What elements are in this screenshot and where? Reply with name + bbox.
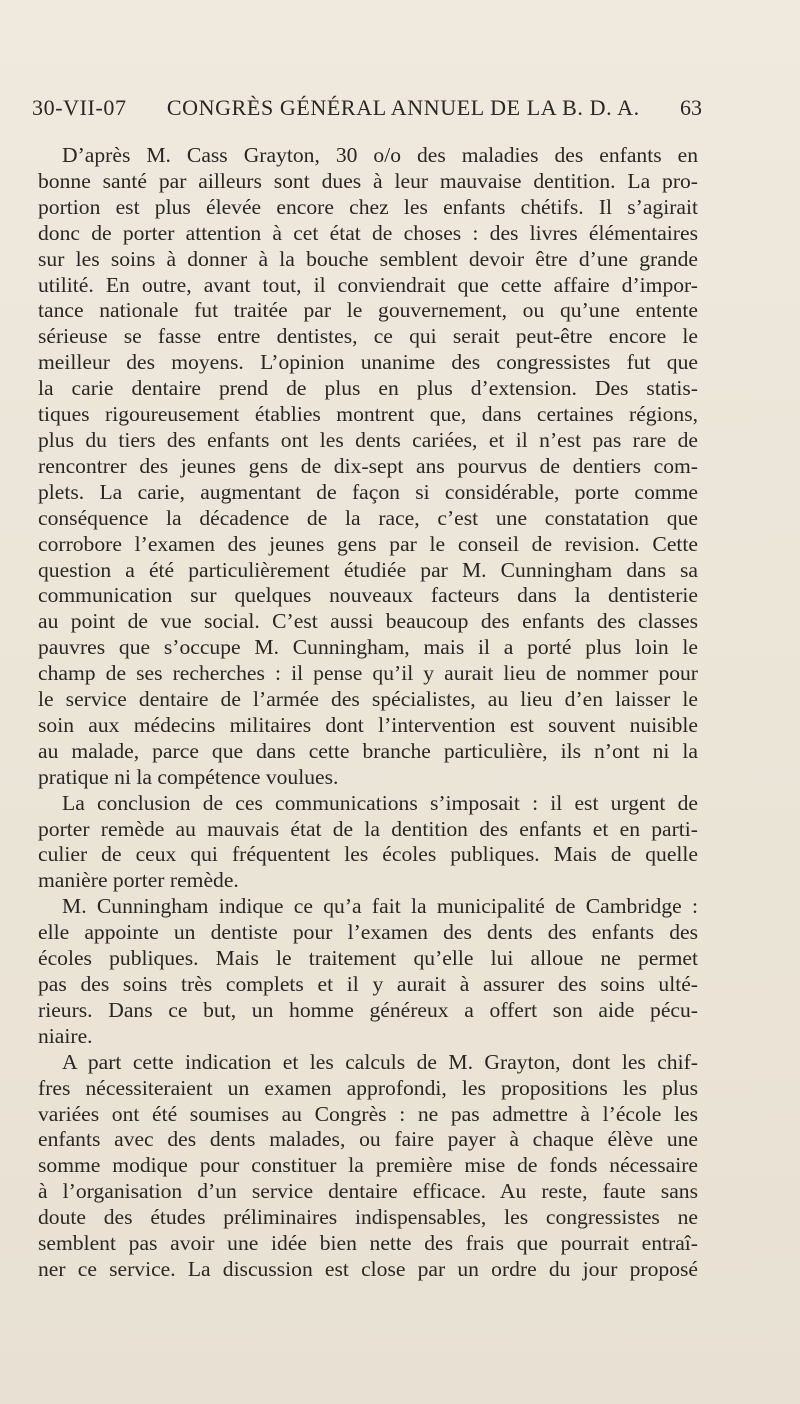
text-line: plets. La carie, augmentant de façon si considérable, porte comme (38, 479, 698, 504)
text-line: plus du tiers des enfants ont les dents cariées, et il n’est pas rare de (38, 427, 698, 452)
page-number: 63 (679, 95, 702, 120)
text-line: question a été particulièrement étudiée par M. Cunningham dans sa (38, 557, 698, 582)
text-line: tiques rigoureusement établies montrent que, dans certaines régions, (38, 402, 698, 427)
text-line: elle appointe un dentiste pour l’examen des dents des enfants des (38, 920, 698, 945)
text-line: corrobore l’examen des jeunes gens par le conseil de revision. Cette (38, 531, 698, 556)
text-line: fres nécessiteraient un examen approfondi, les propositions les plus (38, 1075, 698, 1100)
text-line: communication sur quelques nouveaux facteurs dans la dentisterie (38, 583, 698, 608)
text-line: au malade, parce que dans cette branche particulière, ils n’ont ni la (38, 738, 698, 763)
text-line: bonne santé par ailleurs sont dues à leur mauvaise dentition. La pro- (38, 168, 698, 193)
text-line: culier de ceux qui fréquentent les écoles publiques. Mais de quelle (38, 842, 698, 867)
body-text (38, 143, 698, 1283)
text-line: sérieuse se fasse entre dentistes, ce qui serait peut-être encore le (38, 324, 698, 349)
text-line: D’après M. Cass Grayton, 30 o/o des maladies des enfants en (62, 143, 698, 167)
text-line: manière porter remède. (38, 868, 239, 893)
text-line: pauvres que s’occupe M. Cunningham, mais il a porté plus loin le (38, 635, 698, 660)
paragraph (38, 894, 698, 1049)
paragraph (38, 143, 698, 791)
header-title: CONGRÈS GÉNÉRAL ANNUEL DE LA B. D. A. (166, 95, 640, 120)
text-line: la carie dentaire prend de plus en plus d’extension. Des statis- (38, 376, 698, 401)
header-date: 30-VII-07 (32, 95, 127, 120)
text-line: niaire. (38, 1023, 93, 1048)
text-line: conséquence la décadence de la race, c’est une constatation que (38, 505, 698, 530)
text-line: à l’organisation d’un service dentaire efficace. Au reste, faute sans (38, 1179, 698, 1204)
text-line: doute des études préliminaires indispensables, les congressistes ne (38, 1205, 698, 1230)
text-line: le service dentaire de l’armée des spécialistes, au lieu d’en laisser le (38, 687, 698, 712)
paragraph (38, 791, 698, 895)
text-line: rencontrer des jeunes gens de dix-sept ans pourvus de dentiers com- (38, 453, 698, 478)
text-line: portion est plus élevée encore chez les enfants chétifs. Il s’agirait (38, 194, 698, 219)
text-line: soin aux médecins militaires dont l’intervention est souvent nuisible (38, 712, 698, 737)
text-line: ner ce service. La discussion est close par un ordre du jour proposé (38, 1256, 698, 1281)
paragraph (38, 1050, 698, 1283)
text-line: sur les soins à donner à la bouche semblent devoir être d’une grande (38, 246, 698, 271)
text-line: tance nationale fut traitée par le gouvernement, ou qu’une entente (38, 298, 698, 323)
text-line: variées ont été soumises au Congrès : ne pas admettre à l’école les (38, 1101, 698, 1126)
running-header (32, 95, 702, 121)
text-line: rieurs. Dans ce but, un homme généreux a offert son aide pécu- (38, 997, 698, 1022)
text-line: enfants avec des dents malades, ou faire payer à chaque élève une (38, 1127, 698, 1152)
text-line: pratique ni la compétence voulues. (38, 764, 339, 789)
text-line: meilleur des moyens. L’opinion unanime des congressistes fut que (38, 350, 698, 375)
text-line: au point de vue social. C’est aussi beaucoup des enfants des classes (38, 609, 698, 634)
text-line: porter remède au mauvais état de la dentition des enfants et en parti- (38, 816, 698, 841)
text-line: La conclusion de ces communications s’imposait : il est urgent de (62, 790, 698, 815)
text-line: M. Cunningham indique ce qu’a fait la municipalité de Cambridge : (62, 894, 698, 919)
text-line: champ de ses recherches : il pense qu’il y aurait lieu de nommer pour (38, 661, 698, 686)
text-line: semblent pas avoir une idée bien nette des frais que pourrait entraî- (38, 1231, 698, 1256)
text-line: A part cette indication et les calculs de M. Grayton, dont les chif- (62, 1049, 698, 1074)
text-line: pas des soins très complets et il y aurait à assurer des soins ulté- (38, 972, 698, 996)
text-line: donc de porter attention à cet état de choses : des livres élémentaires (38, 220, 698, 245)
text-line: écoles publiques. Mais le traitement qu’elle lui alloue ne permet (38, 946, 698, 971)
text-line: somme modique pour constituer la première mise de fonds nécessaire (38, 1153, 698, 1178)
text-line: utilité. En outre, avant tout, il conviendrait que cette affaire d’impor- (38, 272, 698, 297)
